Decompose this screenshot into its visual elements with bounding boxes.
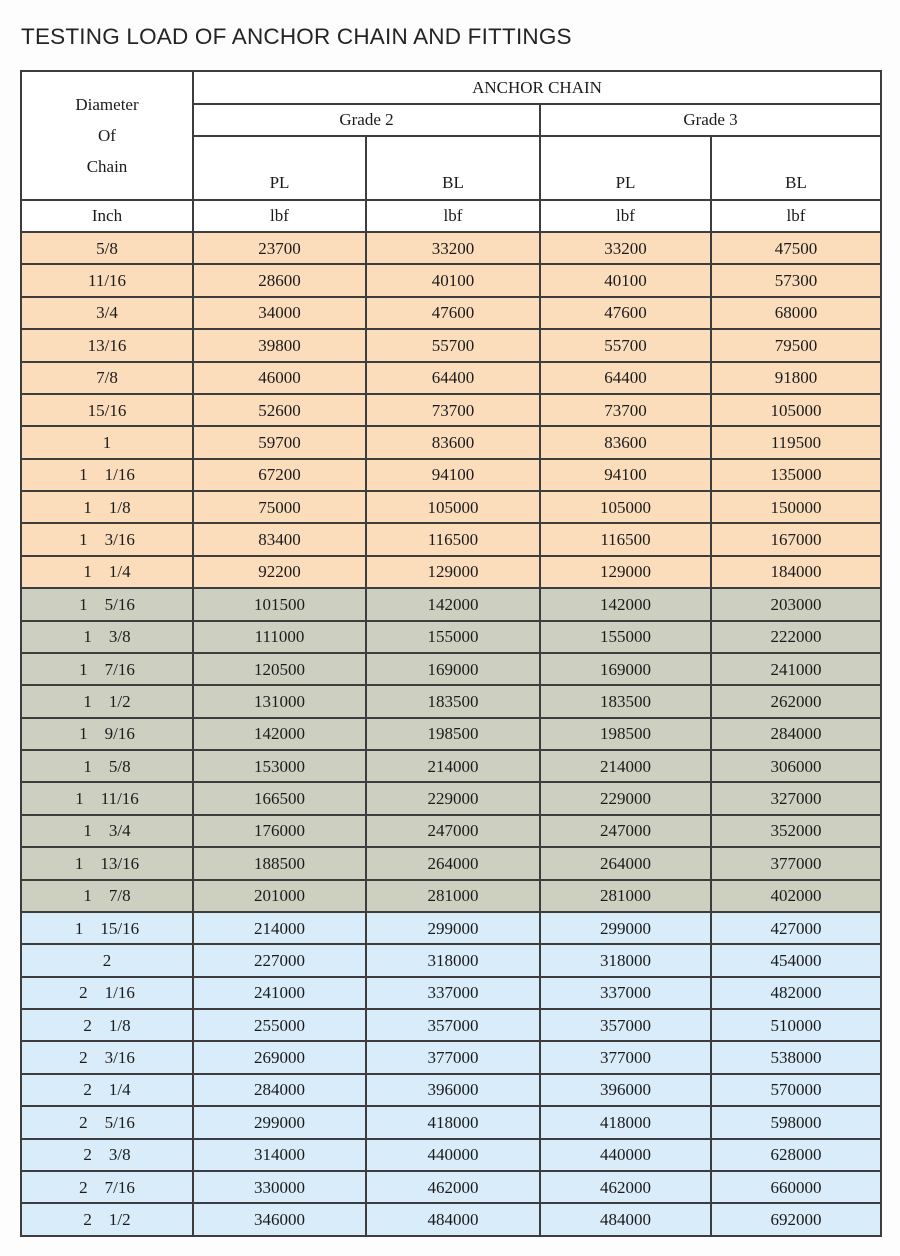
load-value-cell: 570000 xyxy=(711,1074,881,1106)
load-value-cell: 111000 xyxy=(193,621,366,653)
table-row xyxy=(21,329,881,361)
load-value-cell: 47600 xyxy=(366,297,540,329)
diameter-header-line3: Chain xyxy=(86,157,128,176)
load-value-cell: 183500 xyxy=(366,685,540,717)
load-value-cell: 281000 xyxy=(540,880,711,912)
load-value-cell: 306000 xyxy=(711,750,881,782)
load-value-cell: 222000 xyxy=(711,621,881,653)
diameter-cell: 11/16 xyxy=(21,264,193,296)
load-value-cell: 169000 xyxy=(540,653,711,685)
diameter-cell: 2 1/2 xyxy=(21,1203,193,1236)
table-row xyxy=(21,653,881,685)
load-value-cell: 281000 xyxy=(366,880,540,912)
load-value-cell: 64400 xyxy=(366,362,540,394)
diameter-cell: 13/16 xyxy=(21,329,193,361)
load-value-cell: 201000 xyxy=(193,880,366,912)
table-row xyxy=(21,1139,881,1171)
table-row xyxy=(21,815,881,847)
load-value-cell: 337000 xyxy=(540,977,711,1009)
table-body xyxy=(21,232,881,1236)
load-value-cell: 402000 xyxy=(711,880,881,912)
load-value-cell: 153000 xyxy=(193,750,366,782)
load-value-cell: 357000 xyxy=(540,1009,711,1041)
load-value-cell: 40100 xyxy=(366,264,540,296)
load-value-cell: 166500 xyxy=(193,782,366,814)
load-value-cell: 47600 xyxy=(540,297,711,329)
load-value-cell: 247000 xyxy=(366,815,540,847)
load-value-cell: 660000 xyxy=(711,1171,881,1203)
load-value-cell: 484000 xyxy=(540,1203,711,1236)
table-row xyxy=(21,621,881,653)
load-value-cell: 94100 xyxy=(366,459,540,491)
table-row xyxy=(21,912,881,944)
diameter-header-line2: Of xyxy=(98,126,116,145)
load-value-cell: 188500 xyxy=(193,847,366,879)
diameter-cell: 1 1/16 xyxy=(21,459,193,491)
load-value-cell: 119500 xyxy=(711,426,881,458)
table-row xyxy=(21,977,881,1009)
grade-2-header: Grade 2 xyxy=(193,104,540,136)
load-value-cell: 142000 xyxy=(193,718,366,750)
grade-3-header: Grade 3 xyxy=(540,104,881,136)
diameter-cell: 3/4 xyxy=(21,297,193,329)
load-value-cell: 129000 xyxy=(366,556,540,588)
diameter-cell: 2 1/16 xyxy=(21,977,193,1009)
table-row xyxy=(21,264,881,296)
load-value-cell: 55700 xyxy=(540,329,711,361)
load-value-cell: 105000 xyxy=(540,491,711,523)
grade2-bl-header: BL xyxy=(366,136,540,200)
load-value-cell: 241000 xyxy=(193,977,366,1009)
diameter-cell: 1 15/16 xyxy=(21,912,193,944)
table-row xyxy=(21,523,881,555)
load-value-cell: 214000 xyxy=(193,912,366,944)
load-value-cell: 692000 xyxy=(711,1203,881,1236)
load-value-cell: 229000 xyxy=(540,782,711,814)
load-value-cell: 440000 xyxy=(366,1139,540,1171)
load-value-cell: 33200 xyxy=(540,232,711,264)
anchor-chain-header-row xyxy=(21,71,881,104)
load-value-cell: 75000 xyxy=(193,491,366,523)
load-value-cell: 47500 xyxy=(711,232,881,264)
diameter-cell: 1 3/8 xyxy=(21,621,193,653)
diameter-cell: 1 11/16 xyxy=(21,782,193,814)
page-title: TESTING LOAD OF ANCHOR CHAIN AND FITTINGS xyxy=(21,24,572,49)
load-value-cell: 120500 xyxy=(193,653,366,685)
table-row xyxy=(21,880,881,912)
load-value-cell: 39800 xyxy=(193,329,366,361)
load-value-cell: 352000 xyxy=(711,815,881,847)
diameter-cell: 2 1/8 xyxy=(21,1009,193,1041)
load-value-cell: 198500 xyxy=(540,718,711,750)
diameter-cell: 2 5/16 xyxy=(21,1106,193,1138)
load-value-cell: 255000 xyxy=(193,1009,366,1041)
load-value-cell: 101500 xyxy=(193,588,366,620)
table-row xyxy=(21,1171,881,1203)
load-value-cell: 155000 xyxy=(366,621,540,653)
load-value-cell: 264000 xyxy=(366,847,540,879)
table-row xyxy=(21,491,881,523)
load-value-cell: 262000 xyxy=(711,685,881,717)
load-value-cell: 67200 xyxy=(193,459,366,491)
grade3-pl-header: PL xyxy=(540,136,711,200)
table-row xyxy=(21,750,881,782)
load-value-cell: 427000 xyxy=(711,912,881,944)
diameter-cell: 1 7/8 xyxy=(21,880,193,912)
load-value-cell: 64400 xyxy=(540,362,711,394)
table-row xyxy=(21,1203,881,1236)
load-value-cell: 52600 xyxy=(193,394,366,426)
load-value-cell: 241000 xyxy=(711,653,881,685)
diameter-cell: 1 1/4 xyxy=(21,556,193,588)
load-value-cell: 462000 xyxy=(540,1171,711,1203)
load-value-cell: 377000 xyxy=(366,1041,540,1073)
load-value-cell: 33200 xyxy=(366,232,540,264)
load-value-cell: 203000 xyxy=(711,588,881,620)
load-value-cell: 299000 xyxy=(366,912,540,944)
load-value-cell: 227000 xyxy=(193,944,366,976)
load-value-cell: 46000 xyxy=(193,362,366,394)
load-value-cell: 462000 xyxy=(366,1171,540,1203)
diameter-cell: 5/8 xyxy=(21,232,193,264)
load-value-cell: 92200 xyxy=(193,556,366,588)
table-row xyxy=(21,718,881,750)
load-value-cell: 184000 xyxy=(711,556,881,588)
load-value-cell: 396000 xyxy=(366,1074,540,1106)
load-value-cell: 116500 xyxy=(540,523,711,555)
load-value-cell: 59700 xyxy=(193,426,366,458)
load-value-cell: 167000 xyxy=(711,523,881,555)
load-value-cell: 142000 xyxy=(540,588,711,620)
load-value-cell: 299000 xyxy=(540,912,711,944)
diameter-cell: 2 3/16 xyxy=(21,1041,193,1073)
load-value-cell: 418000 xyxy=(540,1106,711,1138)
diameter-of-chain-header xyxy=(21,71,193,200)
table-row xyxy=(21,1106,881,1138)
diameter-cell: 1 1/8 xyxy=(21,491,193,523)
lbf-unit-header: lbf xyxy=(540,200,711,232)
lbf-unit-header: lbf xyxy=(711,200,881,232)
load-value-cell: 284000 xyxy=(711,718,881,750)
load-value-cell: 73700 xyxy=(366,394,540,426)
load-value-cell: 377000 xyxy=(540,1041,711,1073)
load-value-cell: 155000 xyxy=(540,621,711,653)
load-value-cell: 269000 xyxy=(193,1041,366,1073)
testing-load-table xyxy=(20,70,882,1237)
table-row xyxy=(21,782,881,814)
table-row xyxy=(21,297,881,329)
load-value-cell: 131000 xyxy=(193,685,366,717)
load-value-cell: 440000 xyxy=(540,1139,711,1171)
diameter-cell: 2 7/16 xyxy=(21,1171,193,1203)
table-row xyxy=(21,847,881,879)
load-value-cell: 214000 xyxy=(540,750,711,782)
load-value-cell: 135000 xyxy=(711,459,881,491)
load-value-cell: 40100 xyxy=(540,264,711,296)
diameter-cell: 1 1/2 xyxy=(21,685,193,717)
table-row xyxy=(21,556,881,588)
load-value-cell: 150000 xyxy=(711,491,881,523)
table-row xyxy=(21,1041,881,1073)
table-row xyxy=(21,459,881,491)
load-value-cell: 91800 xyxy=(711,362,881,394)
load-value-cell: 482000 xyxy=(711,977,881,1009)
load-value-cell: 68000 xyxy=(711,297,881,329)
inch-unit-header: Inch xyxy=(21,200,193,232)
table-row xyxy=(21,1074,881,1106)
load-value-cell: 598000 xyxy=(711,1106,881,1138)
load-value-cell: 484000 xyxy=(366,1203,540,1236)
load-value-cell: 330000 xyxy=(193,1171,366,1203)
load-value-cell: 314000 xyxy=(193,1139,366,1171)
load-value-cell: 142000 xyxy=(366,588,540,620)
load-value-cell: 55700 xyxy=(366,329,540,361)
load-value-cell: 214000 xyxy=(366,750,540,782)
load-value-cell: 357000 xyxy=(366,1009,540,1041)
load-value-cell: 183500 xyxy=(540,685,711,717)
diameter-cell: 1 5/8 xyxy=(21,750,193,782)
table-row xyxy=(21,394,881,426)
load-value-cell: 129000 xyxy=(540,556,711,588)
load-value-cell: 79500 xyxy=(711,329,881,361)
diameter-cell: 2 3/8 xyxy=(21,1139,193,1171)
load-value-cell: 247000 xyxy=(540,815,711,847)
load-value-cell: 105000 xyxy=(711,394,881,426)
load-value-cell: 94100 xyxy=(540,459,711,491)
diameter-cell: 1 7/16 xyxy=(21,653,193,685)
load-value-cell: 83600 xyxy=(366,426,540,458)
load-value-cell: 229000 xyxy=(366,782,540,814)
diameter-cell: 1 9/16 xyxy=(21,718,193,750)
table-row xyxy=(21,588,881,620)
diameter-cell: 1 3/16 xyxy=(21,523,193,555)
load-value-cell: 299000 xyxy=(193,1106,366,1138)
units-header-row xyxy=(21,200,881,232)
grade3-bl-header: BL xyxy=(711,136,881,200)
grade2-pl-header: PL xyxy=(193,136,366,200)
load-value-cell: 105000 xyxy=(366,491,540,523)
load-value-cell: 346000 xyxy=(193,1203,366,1236)
load-value-cell: 628000 xyxy=(711,1139,881,1171)
load-value-cell: 264000 xyxy=(540,847,711,879)
load-value-cell: 176000 xyxy=(193,815,366,847)
diameter-cell: 1 xyxy=(21,426,193,458)
diameter-cell: 7/8 xyxy=(21,362,193,394)
load-value-cell: 327000 xyxy=(711,782,881,814)
load-value-cell: 284000 xyxy=(193,1074,366,1106)
load-value-cell: 116500 xyxy=(366,523,540,555)
diameter-cell: 1 13/16 xyxy=(21,847,193,879)
load-value-cell: 337000 xyxy=(366,977,540,1009)
load-value-cell: 83600 xyxy=(540,426,711,458)
load-value-cell: 57300 xyxy=(711,264,881,296)
table-row xyxy=(21,362,881,394)
diameter-cell: 2 xyxy=(21,944,193,976)
diameter-header-line1: Diameter xyxy=(75,95,139,114)
load-value-cell: 28600 xyxy=(193,264,366,296)
diameter-cell: 15/16 xyxy=(21,394,193,426)
load-value-cell: 73700 xyxy=(540,394,711,426)
table-row xyxy=(21,232,881,264)
lbf-unit-header: lbf xyxy=(366,200,540,232)
anchor-chain-header: ANCHOR CHAIN xyxy=(193,71,881,104)
load-value-cell: 538000 xyxy=(711,1041,881,1073)
load-value-cell: 23700 xyxy=(193,232,366,264)
load-value-cell: 396000 xyxy=(540,1074,711,1106)
load-value-cell: 34000 xyxy=(193,297,366,329)
load-value-cell: 318000 xyxy=(540,944,711,976)
load-value-cell: 83400 xyxy=(193,523,366,555)
load-value-cell: 198500 xyxy=(366,718,540,750)
diameter-cell: 1 5/16 xyxy=(21,588,193,620)
load-value-cell: 169000 xyxy=(366,653,540,685)
table-row xyxy=(21,685,881,717)
diameter-cell: 1 3/4 xyxy=(21,815,193,847)
table-row xyxy=(21,944,881,976)
load-value-cell: 454000 xyxy=(711,944,881,976)
load-value-cell: 418000 xyxy=(366,1106,540,1138)
load-value-cell: 510000 xyxy=(711,1009,881,1041)
diameter-cell: 2 1/4 xyxy=(21,1074,193,1106)
table-row xyxy=(21,1009,881,1041)
load-value-cell: 377000 xyxy=(711,847,881,879)
load-value-cell: 318000 xyxy=(366,944,540,976)
lbf-unit-header: lbf xyxy=(193,200,366,232)
table-row xyxy=(21,426,881,458)
